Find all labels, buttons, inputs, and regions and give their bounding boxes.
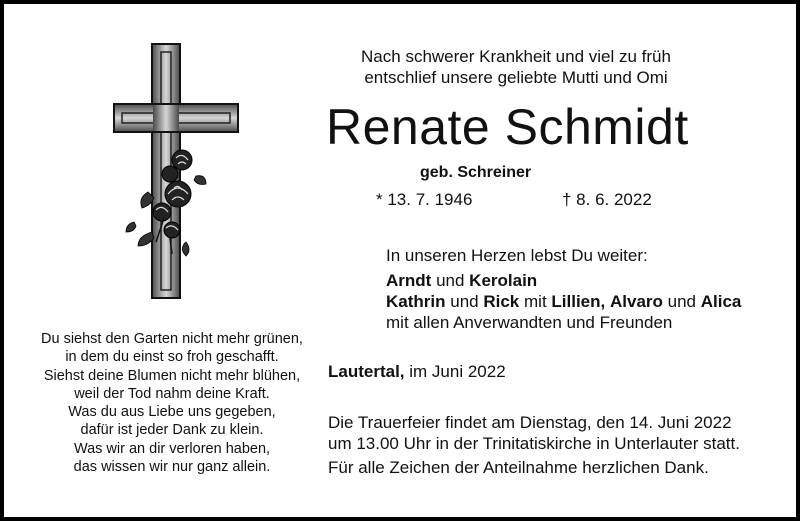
- poem-line: Was wir an dir verloren haben,: [73, 440, 271, 457]
- connector-text: mit: [524, 292, 547, 311]
- mourner-name: Arndt: [386, 271, 432, 290]
- place-date: [328, 362, 506, 382]
- funeral-info: [328, 412, 740, 454]
- mourners-line-3: mit allen Anverwandten und Freunden: [386, 313, 673, 332]
- connector-text: und: [436, 271, 465, 290]
- poem-line: das wissen wir nur ganz allein.: [73, 459, 271, 476]
- place-town: Lautertal,: [328, 362, 405, 381]
- thanks-text: Für alle Zeichen der Anteilnahme herzlichen Dank.: [328, 458, 709, 477]
- intro-line-1: Nach schwerer Krankheit und viel zu früh: [361, 47, 671, 66]
- connector-text: und: [667, 292, 697, 311]
- mourner-name: Alvaro: [609, 292, 663, 311]
- poem-line: in dem du einst so froh geschafft.: [65, 349, 279, 366]
- connector-text: und: [450, 292, 479, 311]
- funeral-line-2: um 13.00 Uhr in der Trinitatiskirche in Unterlauter statt.: [328, 434, 740, 453]
- place-month: im Juni 2022: [409, 362, 506, 381]
- mourner-name: Kathrin: [386, 292, 446, 311]
- deceased-name: Renate Schmidt: [326, 99, 689, 155]
- poem-line: Was du aus Liebe uns gegeben,: [68, 404, 276, 421]
- mourners-line-1: [386, 270, 741, 291]
- mourners-intro: In unseren Herzen lebst Du weiter:: [386, 246, 648, 265]
- mourners-list: [386, 270, 741, 333]
- poem: [14, 330, 330, 476]
- poem-line: Siehst deine Blumen nicht mehr blühen,: [43, 367, 301, 384]
- born-name: geb. Schreiner: [420, 164, 532, 181]
- poem-line: Du siehst den Garten nicht mehr grünen,: [41, 331, 303, 347]
- death-date: † 8. 6. 2022: [562, 190, 652, 209]
- funeral-line-1: Die Trauerfeier findet am Dienstag, den 14. Juni 2022: [328, 413, 732, 432]
- mourner-name: Lillien,: [551, 292, 606, 311]
- mourner-name: Rick: [483, 292, 520, 311]
- intro-text: [336, 46, 696, 88]
- cross-with-roses-icon: [112, 42, 240, 300]
- poem-line: weil der Tod nahm deine Kraft.: [74, 385, 270, 402]
- poem-line: dafür ist jeder Dank zu klein.: [80, 422, 264, 439]
- mourner-name: Kerolain: [469, 271, 538, 290]
- mourner-name: Alica: [700, 292, 742, 311]
- intro-line-2: entschlief unsere geliebte Mutti und Omi: [364, 68, 668, 87]
- birth-date: * 13. 7. 1946: [376, 190, 473, 209]
- mourners-line-2: [386, 291, 741, 312]
